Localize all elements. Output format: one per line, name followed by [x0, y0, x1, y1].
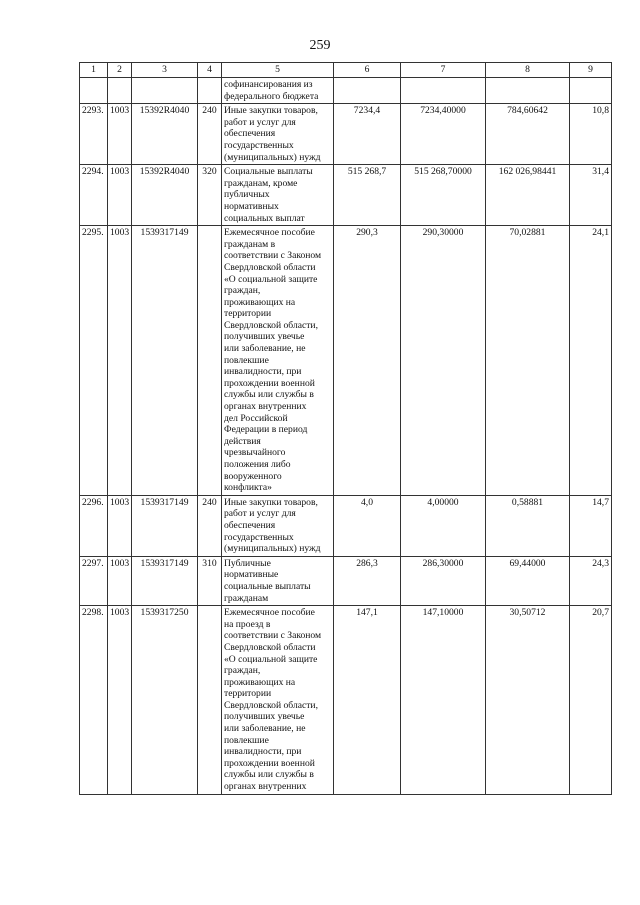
header-cell: 7	[401, 63, 486, 78]
row-number: 2298.	[80, 606, 108, 795]
value-col7	[401, 78, 486, 104]
section-code: 1003	[108, 104, 132, 165]
expense-type-code: 310	[198, 556, 222, 605]
value-col8: 162 026,98441	[486, 165, 570, 226]
row-number	[80, 78, 108, 104]
row-number: 2297.	[80, 556, 108, 605]
section-code	[108, 78, 132, 104]
value-col8: 70,02881	[486, 226, 570, 496]
row-number: 2295.	[80, 226, 108, 496]
header-cell: 1	[80, 63, 108, 78]
expense-type-code: 240	[198, 104, 222, 165]
value-col7: 7234,40000	[401, 104, 486, 165]
value-col8	[486, 78, 570, 104]
header-cell: 3	[132, 63, 198, 78]
table-row	[80, 495, 612, 556]
section-code: 1003	[108, 226, 132, 496]
value-col9: 24,1	[570, 226, 612, 496]
target-article-code: 15392R4040	[132, 165, 198, 226]
value-col6: 286,3	[334, 556, 401, 605]
target-article-code: 1539317250	[132, 606, 198, 795]
value-col8: 30,50712	[486, 606, 570, 795]
table-row	[80, 104, 612, 165]
value-col6: 147,1	[334, 606, 401, 795]
header-cell: 9	[570, 63, 612, 78]
row-number: 2293.	[80, 104, 108, 165]
value-col9: 20,7	[570, 606, 612, 795]
value-col9: 10,8	[570, 104, 612, 165]
section-code: 1003	[108, 165, 132, 226]
table-row	[80, 606, 612, 795]
header-cell: 5	[222, 63, 334, 78]
row-description: Иные закупки товаров, работ и услуг для обеспечения государственных (муниципальных) нужд	[222, 104, 334, 165]
header-cell: 4	[198, 63, 222, 78]
target-article-code	[132, 78, 198, 104]
value-col9: 24,3	[570, 556, 612, 605]
value-col9: 14,7	[570, 495, 612, 556]
row-number: 2294.	[80, 165, 108, 226]
budget-table	[79, 62, 612, 795]
value-col8: 784,60642	[486, 104, 570, 165]
target-article-code: 1539317149	[132, 556, 198, 605]
value-col7: 290,30000	[401, 226, 486, 496]
row-description: софинансирования из федерального бюджета	[222, 78, 334, 104]
target-article-code: 15392R4040	[132, 104, 198, 165]
value-col8: 69,44000	[486, 556, 570, 605]
row-description: Иные закупки товаров, работ и услуг для обеспечения государственных (муниципальных) нужд	[222, 495, 334, 556]
row-description: Социальные выплаты гражданам, кроме публичных нормативных социальных выплат	[222, 165, 334, 226]
expense-type-code	[198, 226, 222, 496]
row-number: 2296.	[80, 495, 108, 556]
section-code: 1003	[108, 495, 132, 556]
expense-type-code	[198, 78, 222, 104]
value-col6: 4,0	[334, 495, 401, 556]
target-article-code: 1539317149	[132, 226, 198, 496]
target-article-code: 1539317149	[132, 495, 198, 556]
expense-type-code	[198, 606, 222, 795]
header-cell: 2	[108, 63, 132, 78]
expense-type-code: 320	[198, 165, 222, 226]
table-row	[80, 78, 612, 104]
value-col6: 290,3	[334, 226, 401, 496]
section-code: 1003	[108, 556, 132, 605]
value-col7: 4,00000	[401, 495, 486, 556]
row-description: Публичные нормативные социальные выплаты гражданам	[222, 556, 334, 605]
value-col7: 515 268,70000	[401, 165, 486, 226]
header-cell: 6	[334, 63, 401, 78]
table-row	[80, 165, 612, 226]
value-col9: 31,4	[570, 165, 612, 226]
value-col8: 0,58881	[486, 495, 570, 556]
section-code: 1003	[108, 606, 132, 795]
expense-type-code: 240	[198, 495, 222, 556]
value-col9	[570, 78, 612, 104]
row-description: Ежемесячное пособие на проезд в соответствии с Законом Свердловской области «О социальной защите граждан, проживающих на территории Свердловской области, получивших увечье или заболевание, не повлекшие инвалидности, при прохождении военной службы или службы в органах внутренних	[222, 606, 334, 795]
header-cell: 8	[486, 63, 570, 78]
value-col7: 286,30000	[401, 556, 486, 605]
row-description: Ежемесячное пособие гражданам в соответствии с Законом Свердловской области «О социальной защите граждан, проживающих на территории Свердловской области, получивших увечье или заболевание, не повлекшие инвалидности, при прохождении военной службы или службы в органах внутренних дел Российской Федерации в период действия чрезвычайного положения либо вооруженного конфликта»	[222, 226, 334, 496]
page-number: 259	[309, 38, 331, 53]
value-col7: 147,10000	[401, 606, 486, 795]
table-row	[80, 226, 612, 496]
table-row	[80, 556, 612, 605]
value-col6: 515 268,7	[334, 165, 401, 226]
value-col6: 7234,4	[334, 104, 401, 165]
value-col6	[334, 78, 401, 104]
header-row	[80, 63, 612, 78]
